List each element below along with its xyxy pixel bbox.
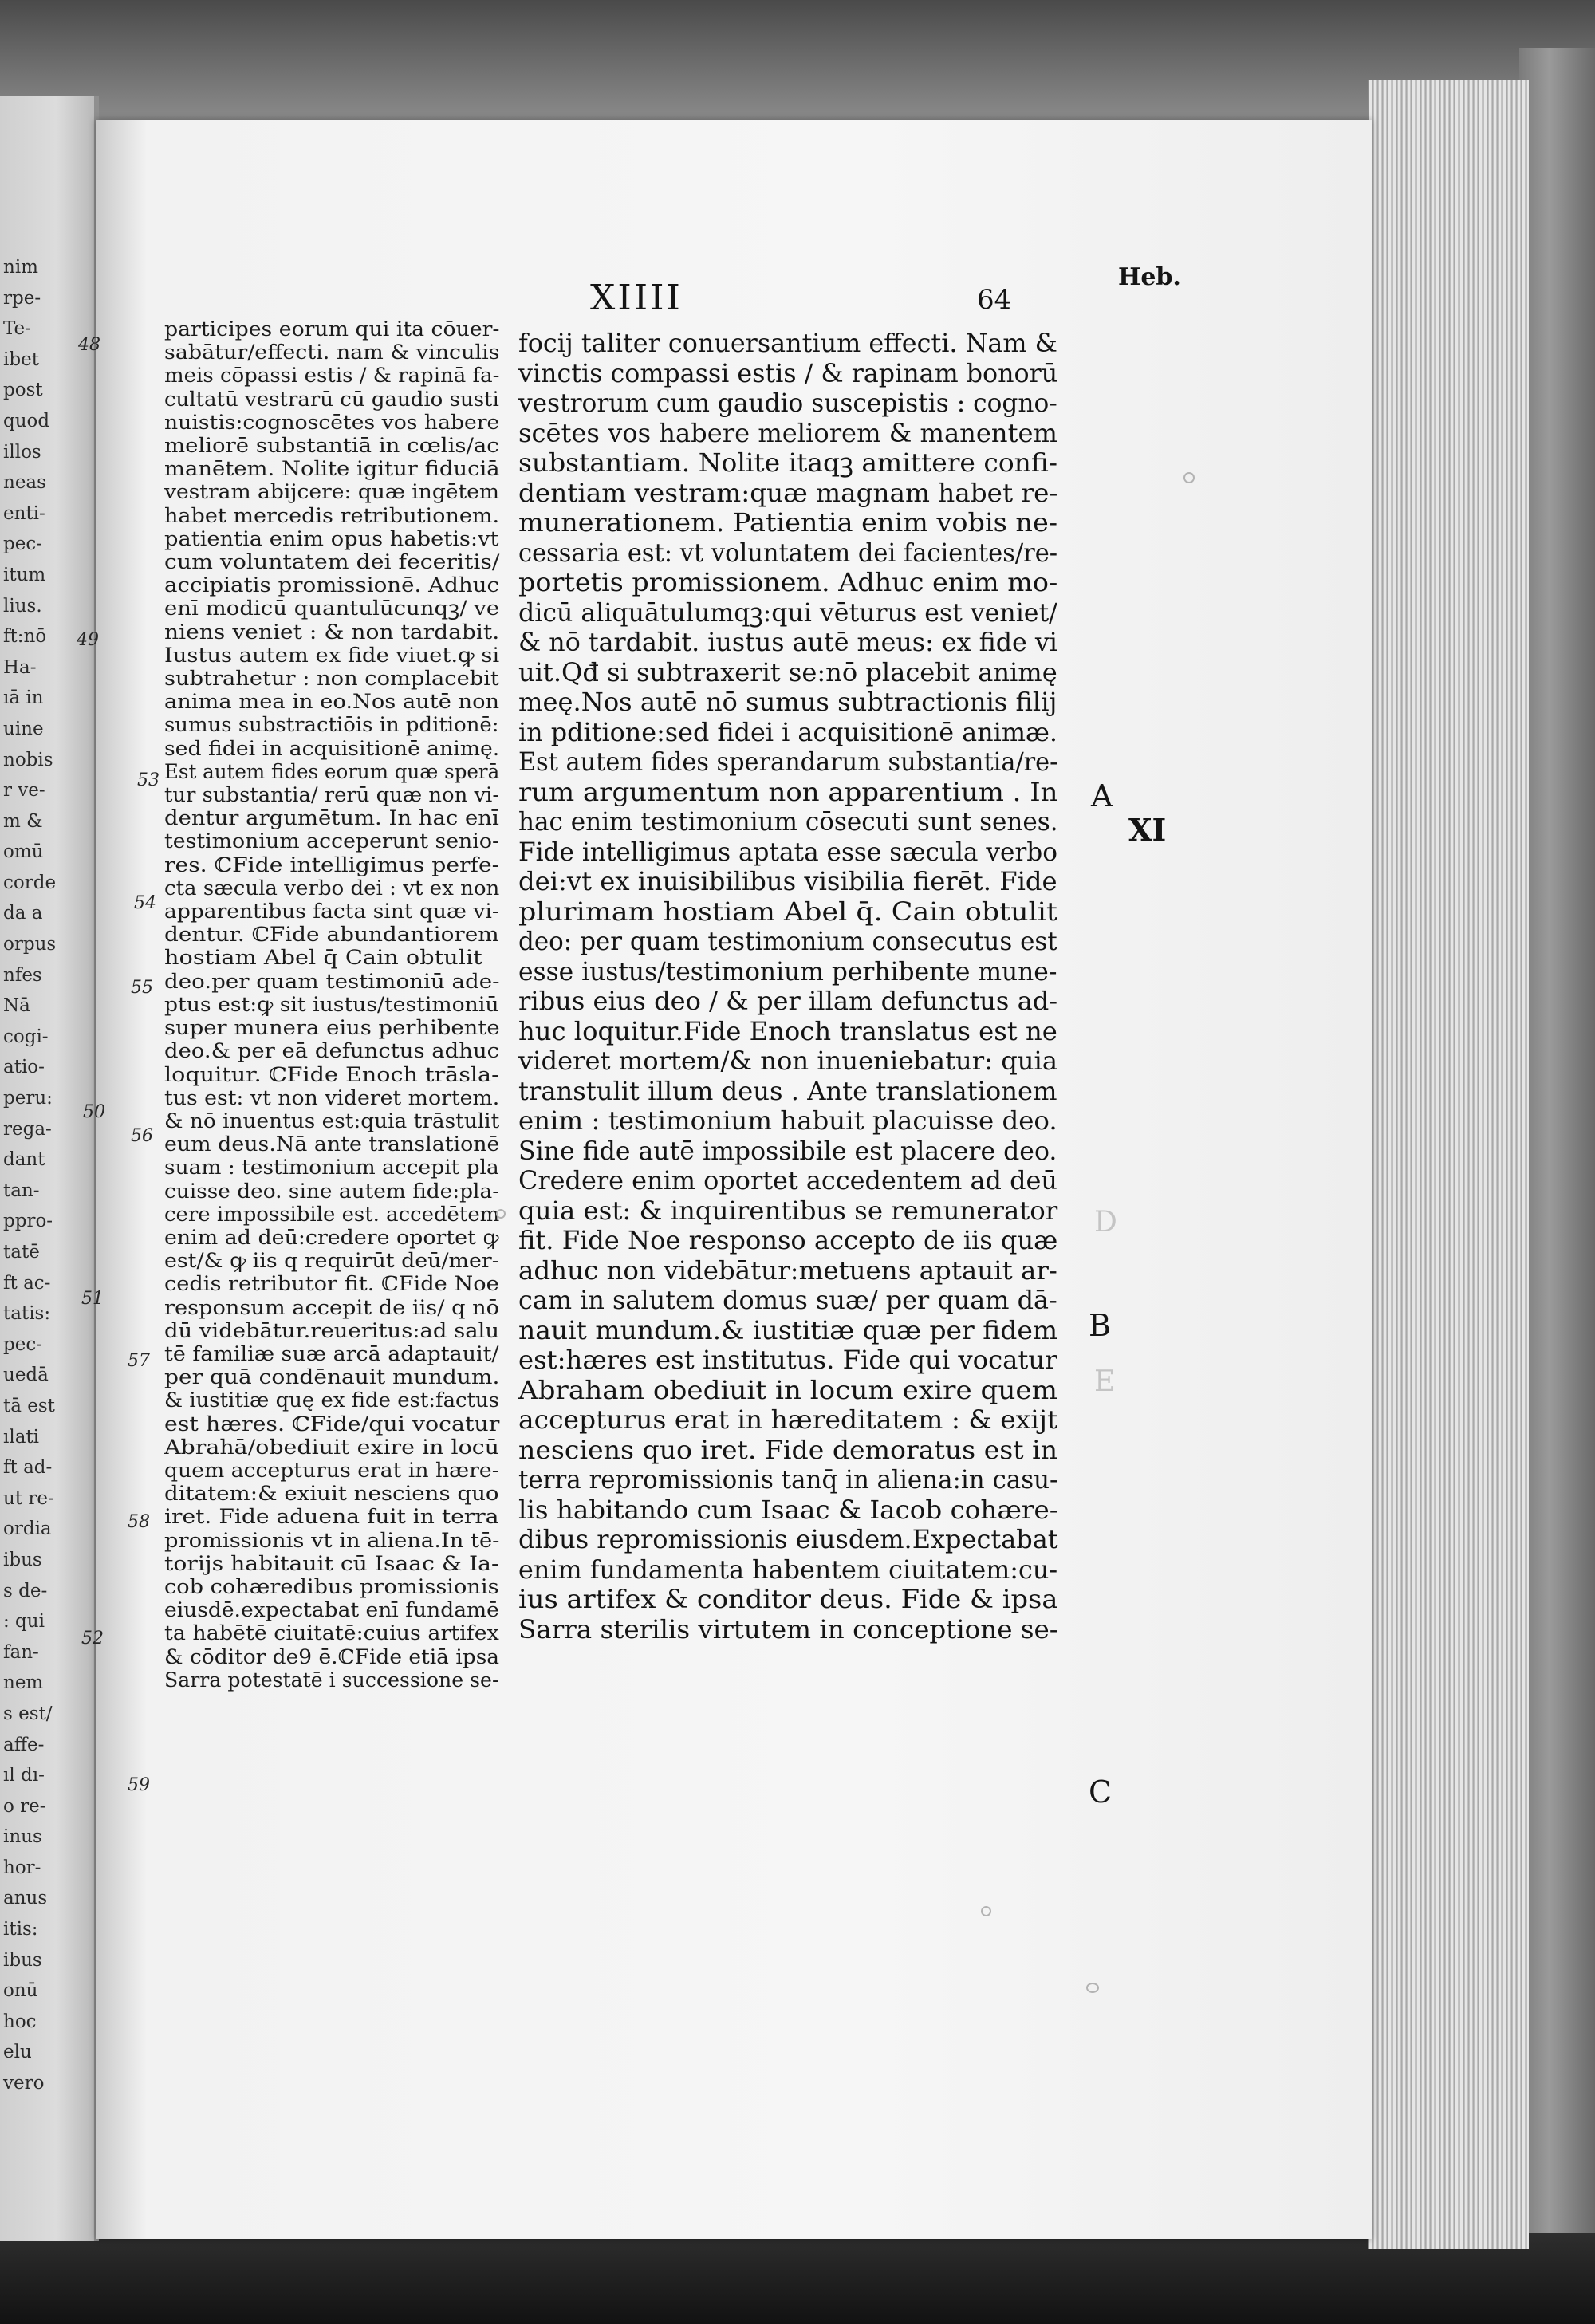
- text-line: scētes vos habere meliorem & manentem: [518, 417, 1057, 448]
- text-line: dentur argumētum. In hac enī: [164, 806, 499, 830]
- text-line: hostiam Abel q̄ Cain obtulit: [164, 946, 482, 970]
- text-line: tā est: [3, 1395, 55, 1416]
- main-text-column: [518, 329, 1057, 1645]
- text-line: loquitur. ℂFide Enoch trāsla-: [164, 1062, 499, 1086]
- text-line: o re-: [3, 1795, 46, 1817]
- text-line: deo.& per eā defunctus adhuc: [164, 1039, 500, 1063]
- text-line: Te-: [3, 318, 31, 340]
- text-line: responsum accepit de iis/ q nō: [164, 1295, 500, 1319]
- text-line: meis cōpassi estis / & rapinā fa-: [164, 364, 500, 388]
- text-line: tan-: [3, 1180, 40, 1201]
- text-line: ft ac-: [3, 1272, 51, 1294]
- text-line: lis habitando cum Isaac & Iacob cohære-: [518, 1494, 1058, 1525]
- text-line: lius.: [3, 595, 42, 616]
- text-line: pec-: [3, 534, 42, 555]
- text-line: Fide intelligimus aptata esse sæcula verbo: [518, 836, 1057, 867]
- text-line: accipiatis promissionē. Adhuc: [164, 573, 500, 597]
- text-line: plurimam hostiam Abel q̄. Cain obtulit: [518, 896, 1057, 927]
- text-line: meliorē substantiā in cœlis/ac: [164, 434, 499, 458]
- text-line: nesciens quo iret. Fide demoratus est in: [518, 1434, 1058, 1465]
- text-line: vero: [3, 2073, 45, 2094]
- verse-number: 50: [83, 1102, 105, 1122]
- text-line: da a: [3, 903, 43, 924]
- text-line: corde: [3, 872, 57, 893]
- text-line: pec-: [3, 1333, 42, 1355]
- text-line: ppro-: [3, 1211, 53, 1232]
- paper-spot: [981, 1906, 991, 1916]
- text-line: ibet: [3, 349, 39, 370]
- verse-number: 57: [128, 1351, 150, 1371]
- text-line: & cōditor de9 ē.ℂFide etiā ipsa: [164, 1645, 500, 1668]
- text-line: torijs habitauit cū Isaac & Ia-: [164, 1551, 499, 1575]
- text-line: Iustus autem ex fide viuet.ꝙ si: [164, 643, 500, 667]
- text-line: sabātur/effecti. nam & vinculis: [164, 341, 500, 364]
- text-line: Abrahā/obediuit exire in locū: [164, 1435, 499, 1459]
- text-line: niens veniet : & non tardabit.: [164, 620, 500, 644]
- text-line: atio-: [3, 1057, 45, 1078]
- text-line: super munera eius perhibente: [164, 1016, 500, 1040]
- commentary-column: [164, 317, 507, 1692]
- text-line: anus: [3, 1888, 48, 1909]
- text-line: promissionis vt in aliena.In tē-: [164, 1528, 500, 1552]
- text-line: uine: [3, 718, 44, 739]
- text-line: ut re-: [3, 1487, 54, 1509]
- text-line: est:hæres est institutus. Fide qui vocatur: [518, 1345, 1057, 1375]
- text-line: ft:nō: [3, 626, 47, 648]
- text-line: ptus est:ꝙ sit iustus/testimoniū: [164, 992, 499, 1016]
- text-line: onū: [3, 1980, 38, 2002]
- text-line: meę.Nos autē nō sumus subtractionis filij: [518, 687, 1057, 717]
- text-line: Nā: [3, 995, 30, 1017]
- show-through-letter: E: [1094, 1365, 1116, 1398]
- text-line: nuistis:cognoscētes vos habere: [164, 410, 500, 434]
- running-title: Heb.: [1118, 263, 1181, 291]
- verso-text-lines: [5, 252, 56, 2099]
- text-line: post: [3, 380, 43, 401]
- text-line: accepturus erat in hæreditatem : & exijt: [518, 1404, 1058, 1435]
- text-line: nem: [3, 1672, 44, 1694]
- section-letter: B: [1089, 1308, 1111, 1343]
- text-line: m &: [3, 810, 43, 832]
- text-line: tur substantia/ rerū quæ non vi-: [164, 783, 500, 807]
- verse-number: 54: [134, 893, 156, 913]
- text-line: iret. Fide aduena fuit in terra: [164, 1505, 499, 1529]
- text-line: s est/: [3, 1703, 53, 1724]
- text-line: Credere enim oportet accedentem ad deū: [518, 1165, 1057, 1195]
- text-line: manētem. Nolite igitur fiduciā: [164, 457, 500, 481]
- text-line: orpus: [3, 934, 57, 955]
- chapter-number: XI: [1128, 812, 1167, 848]
- text-line: apparentibus facta sint quæ vi-: [164, 900, 499, 924]
- text-line: cum voluntatem dei feceritis/: [164, 550, 500, 574]
- text-line: s de-: [3, 1580, 48, 1601]
- text-line: est/& ꝙ iis q requirūt deū/mer-: [164, 1249, 499, 1273]
- text-line: quia est: & inquirentibus se remunerator: [518, 1195, 1058, 1226]
- paper-spot: [1183, 472, 1195, 483]
- text-line: videret mortem/& non inueniebatur: quia: [518, 1046, 1058, 1076]
- verse-number: 55: [131, 978, 153, 998]
- text-line: quem accepturus erat in hære-: [164, 1458, 499, 1482]
- text-line: eiusdē.expectabat enī fundamē: [164, 1598, 499, 1622]
- text-line: affe-: [3, 1734, 45, 1755]
- page-stack-edge: [1368, 80, 1529, 2249]
- text-line: rpe-: [3, 287, 41, 309]
- binding-fore-edge: [1519, 48, 1595, 2324]
- text-line: ibus: [3, 1949, 42, 1971]
- text-line: terra repromissionis tanq̄ in aliena:in casu-: [518, 1464, 1058, 1495]
- text-line: focij taliter conuersantium effecti. Nam &: [518, 328, 1057, 358]
- text-line: cere impossibile est. accedētem: [164, 1202, 500, 1226]
- text-line: Sarra potestatē i successione se-: [164, 1668, 499, 1692]
- text-line: hoc: [3, 2011, 37, 2032]
- section-letter: A: [1091, 778, 1113, 813]
- text-line: & nō inuentus est:quia trāstulit: [164, 1109, 500, 1132]
- text-line: rega-: [3, 1118, 52, 1140]
- text-line: : qui: [3, 1611, 45, 1633]
- text-line: tatis:: [3, 1303, 51, 1325]
- text-line: nauit mundum.& iustitiæ quæ per fidem: [518, 1314, 1058, 1345]
- text-line: rum argumentum non apparentium . In: [518, 776, 1058, 807]
- text-line: tus est: vt non videret mortem.: [164, 1085, 500, 1109]
- binding-top: [0, 0, 1595, 120]
- text-line: adhuc non videbātur:metuens aptauit ar-: [518, 1255, 1057, 1286]
- text-line: res. ℂFide intelligimus perfe-: [164, 853, 500, 876]
- text-line: patientia enim opus habetis:vt: [164, 526, 499, 550]
- paper-spot: [496, 1209, 506, 1219]
- verse-number: 49: [77, 630, 99, 650]
- text-line: ıā in: [3, 687, 44, 709]
- show-through-letter: D: [1094, 1206, 1117, 1239]
- text-line: & iustitiæ quę ex fide est:factus: [164, 1388, 499, 1412]
- text-line: anima mea in eo.Nos autē non: [164, 690, 500, 714]
- verse-number: 51: [81, 1289, 104, 1309]
- text-line: suam : testimonium accepit pla: [164, 1156, 499, 1180]
- verse-number: 59: [128, 1775, 150, 1795]
- text-line: enti-: [3, 502, 45, 524]
- verse-number: 58: [128, 1512, 150, 1532]
- text-line: ıl dı-: [3, 1765, 45, 1786]
- text-line: ribus eius deo / & per illam defunctus ad-: [518, 986, 1058, 1016]
- text-line: ta habētē ciuitatē:cuius artifex: [164, 1621, 499, 1645]
- text-line: illos: [3, 441, 41, 463]
- text-line: r ve-: [3, 780, 45, 802]
- text-line: vestrorum cum gaudio suscepistis : cogno-: [518, 388, 1057, 418]
- text-line: neas: [3, 472, 46, 494]
- text-line: per quā condēnauit mundum.: [164, 1365, 500, 1389]
- text-line: nim: [3, 257, 38, 278]
- binding-bottom: [0, 2233, 1595, 2324]
- text-line: cogi-: [3, 1026, 49, 1047]
- text-line: dei:vt ex inuisibilibus visibilia fierēt. Fide: [518, 866, 1057, 896]
- paper-spot: [1086, 1983, 1099, 1993]
- text-line: nfes: [3, 964, 42, 986]
- text-line: Sarra sterilis virtutem in conceptione se-: [518, 1613, 1058, 1645]
- verse-number: 52: [81, 1629, 104, 1648]
- text-line: dentiam vestram:quæ magnam habet re-: [518, 477, 1058, 508]
- text-line: testimonium acceperunt senio-: [164, 829, 500, 853]
- text-line: peru:: [3, 1088, 53, 1109]
- text-line: portetis promissionem. Adhuc enim mo-: [518, 567, 1058, 597]
- text-line: hac enim testimonium cōsecuti sunt senes.: [518, 806, 1058, 837]
- text-line: cam in salutem domus suæ/ per quam dā-: [518, 1285, 1057, 1315]
- text-line: ditatem:& exiuit nesciens quo: [164, 1482, 499, 1506]
- text-line: fan-: [3, 1641, 39, 1663]
- text-line: & nō tardabit. iustus autē meus: ex fide vi: [518, 627, 1057, 657]
- folio-number: 64: [977, 284, 1012, 316]
- text-line: huc loquitur.Fide Enoch translatus est ne: [518, 1015, 1057, 1046]
- text-line: esse iustus/testimonium perhibente mune-: [518, 955, 1057, 987]
- text-line: sumus substractiōis in pditionē:: [164, 713, 499, 737]
- text-line: vestram abijcere: quæ ingētem: [164, 480, 500, 504]
- text-line: participes eorum qui ita cōuer-: [164, 317, 500, 341]
- text-line: Est autem fides sperandarum substantia/re-: [518, 746, 1058, 777]
- text-line: dibus repromissionis eiusdem.Expectabat: [518, 1524, 1058, 1554]
- text-line: transtulit illum deus . Ante translationem: [518, 1075, 1057, 1106]
- text-line: uit.Qđ si subtraxerit se:nō placebit animę: [518, 656, 1057, 687]
- text-line: sed fidei in acquisitionē animę.: [164, 736, 500, 760]
- text-line: itum: [3, 564, 46, 585]
- text-line: uedā: [3, 1365, 49, 1386]
- text-line: fit. Fide Noe responso accepto de iis quæ: [518, 1225, 1058, 1255]
- text-line: hor-: [3, 1857, 41, 1878]
- text-line: habet mercedis retributionem.: [164, 503, 500, 527]
- text-line: ft ad-: [3, 1457, 53, 1479]
- text-line: tatē: [3, 1242, 40, 1262]
- verse-number: 53: [137, 770, 160, 790]
- section-letter: C: [1089, 1775, 1113, 1810]
- text-line: subtrahetur : non complacebit: [164, 667, 499, 691]
- text-line: enim ad deū:credere oportet ꝙ: [164, 1225, 499, 1249]
- text-line: Sine fide autē impossibile est placere deo.: [518, 1135, 1057, 1166]
- text-line: tē familiæ suæ arcā adaptauit/: [164, 1341, 499, 1365]
- text-line: elu: [3, 2042, 32, 2063]
- text-line: enim : testimonium habuit placuisse deo.: [518, 1105, 1057, 1136]
- text-line: eum deus.Nā ante translationē: [164, 1132, 500, 1156]
- text-line: dū videbātur.reueritus:ad salu: [164, 1318, 499, 1342]
- text-line: omū: [3, 841, 44, 863]
- verse-number: 48: [78, 335, 100, 355]
- text-line: dant: [3, 1149, 45, 1171]
- text-line: Ha-: [3, 656, 37, 678]
- text-line: quod: [3, 410, 50, 431]
- text-line: ibus: [3, 1549, 42, 1570]
- text-line: Abraham obediuit in locum exire quem: [518, 1374, 1058, 1405]
- text-line: cob cohæredibus promissionis: [164, 1574, 499, 1598]
- text-line: dentur. ℂFide abundantiorem: [164, 923, 499, 947]
- text-line: in pditione:sed fidei i acquisitionē animæ.: [518, 716, 1057, 747]
- text-line: vinctis compassi estis / & rapinam bonorū: [518, 357, 1058, 388]
- text-line: inus: [3, 1826, 42, 1848]
- text-line: Est autem fides eorum quæ sperā: [164, 759, 500, 783]
- text-line: dicū aliquātulumqꝫ:qui vēturus est veniet/: [518, 597, 1057, 628]
- text-line: deo: per quam testimonium consecutus est: [518, 926, 1057, 956]
- signature-heading: XIIII: [590, 278, 683, 318]
- text-line: enim fundamenta habentem ciuitatem:cu-: [518, 1554, 1058, 1585]
- text-line: ius artifex & conditor deus. Fide & ipsa: [518, 1584, 1058, 1614]
- text-line: enī modicū quantulūcunqꝫ/ ve: [164, 597, 500, 620]
- text-line: ordia: [3, 1518, 52, 1540]
- text-line: cta sæcula verbo dei : vt ex non: [164, 876, 500, 900]
- verse-number: 56: [131, 1126, 153, 1146]
- text-line: deo.per quam testimoniū ade-: [164, 969, 500, 993]
- text-line: itis:: [3, 1919, 38, 1940]
- text-line: cedis retributor fit. ℂFide Noe: [164, 1272, 499, 1296]
- text-line: cuisse deo. sine autem fide:pla-: [164, 1179, 500, 1203]
- text-line: nobis: [3, 749, 53, 770]
- verso-page-fragment: [0, 96, 99, 2241]
- text-line: cultatū vestrarū cū gaudio susti: [164, 387, 499, 411]
- text-line: est hæres. ℂFide/qui vocatur: [164, 1412, 500, 1436]
- text-line: ılati: [3, 1426, 40, 1448]
- text-line: substantiam. Nolite itaqꝫ amittere confi-: [518, 447, 1057, 478]
- text-line: munerationem. Patientia enim vobis ne-: [518, 507, 1058, 538]
- text-line: cessaria est: vt voluntatem dei facientes/re-: [518, 537, 1058, 568]
